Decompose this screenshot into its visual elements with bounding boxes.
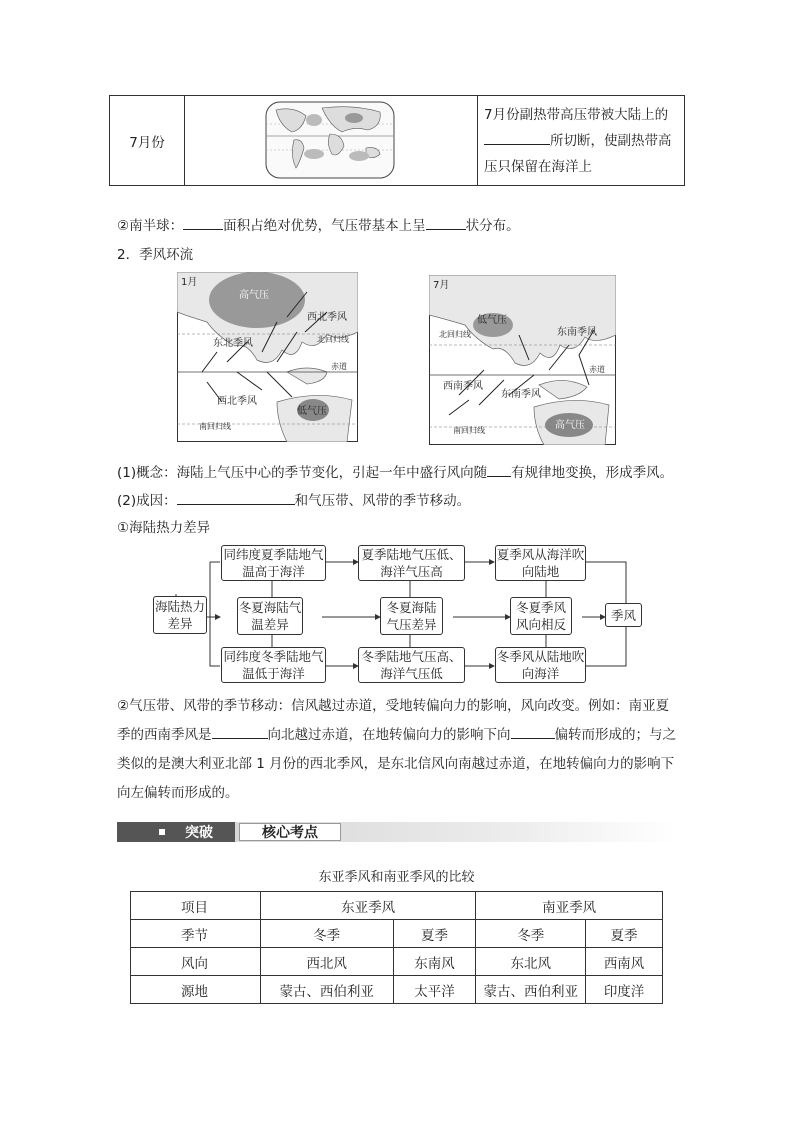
map-jan-low: 低气压 bbox=[297, 406, 327, 417]
month-cell bbox=[110, 96, 185, 185]
map-jan-tropic-s: 南回归线 bbox=[199, 422, 231, 431]
table-cell: 夏季 bbox=[393, 920, 476, 948]
sh-prefix: ②南半球： bbox=[117, 218, 184, 234]
table-row bbox=[131, 976, 663, 1004]
map-jul-se2: 东南季风 bbox=[501, 389, 541, 400]
shift-blank-1[interactable] bbox=[212, 726, 268, 739]
table-cell: 东北风 bbox=[476, 948, 586, 976]
cause-prefix: (2)成因： bbox=[117, 493, 177, 509]
concept-line bbox=[117, 461, 673, 481]
cause-line bbox=[117, 489, 470, 509]
square-bullet-icon bbox=[159, 829, 165, 835]
map-jan-ne: 东北季风 bbox=[213, 338, 253, 349]
answer-blank[interactable] bbox=[484, 132, 550, 145]
map-jul-tropic-n: 北回归线 bbox=[439, 330, 471, 339]
header-item: 项目 bbox=[131, 892, 261, 920]
flow-bot2-box: 冬季陆地气压高、海洋气压低 bbox=[358, 647, 465, 683]
thermal-title: ①海陆热力差异 bbox=[117, 520, 211, 536]
july-table bbox=[109, 95, 685, 186]
monsoon-map-july bbox=[429, 275, 616, 445]
concept-blank[interactable] bbox=[487, 464, 511, 477]
shift-blank-2[interactable] bbox=[511, 726, 555, 739]
map-jan-high: 高气压 bbox=[239, 290, 269, 301]
header-south-asia: 南亚季风 bbox=[476, 892, 663, 920]
world-pressure-map bbox=[184, 96, 477, 185]
flow-bot3-box: 冬季风从陆地吹向海洋 bbox=[496, 649, 585, 681]
table-cell: 夏季 bbox=[586, 920, 663, 948]
concept-suffix: 有规律地变换，形成季风。 bbox=[511, 465, 674, 481]
table-row bbox=[131, 948, 663, 976]
banner-right: 核心考点 bbox=[239, 823, 341, 841]
map-jan-month: 1月 bbox=[181, 277, 198, 288]
comparison-title: 东亚季风和南亚季风的比较 bbox=[318, 870, 475, 885]
cause-suffix: 和气压带、风带的季节移动。 bbox=[294, 493, 471, 509]
table-header-row bbox=[131, 892, 663, 920]
table-cell: 冬季 bbox=[476, 920, 586, 948]
table-cell: 西南风 bbox=[586, 948, 663, 976]
map-jan-tropic-n: 北回归线 bbox=[317, 335, 349, 344]
table-cell: 冬季 bbox=[260, 920, 393, 948]
shift-paragraph bbox=[117, 692, 677, 808]
flow-end-box: 季风 bbox=[605, 603, 642, 627]
description-cell bbox=[478, 96, 684, 185]
map-jan-nw2: 西北季风 bbox=[217, 396, 257, 407]
table-cell: 太平洋 bbox=[393, 976, 476, 1004]
section-banner bbox=[117, 822, 677, 842]
table-cell: 蒙古、西伯利亚 bbox=[260, 976, 393, 1004]
flow-start-box: 海陆热力差异 bbox=[153, 596, 207, 634]
map-jul-se1: 东南季风 bbox=[557, 327, 597, 338]
cause-blank[interactable] bbox=[177, 492, 295, 505]
map-jul-month: 7月 bbox=[433, 280, 450, 291]
map-jul-sw: 西南季风 bbox=[443, 381, 483, 392]
sh-blank-1[interactable] bbox=[183, 217, 223, 230]
comparison-table bbox=[130, 891, 663, 1004]
flow-mid2-box: 冬夏海陆气压差异 bbox=[380, 597, 443, 635]
world-map-cell bbox=[184, 96, 478, 185]
header-east-asia: 东亚季风 bbox=[260, 892, 476, 920]
table-cell: 西北风 bbox=[260, 948, 393, 976]
banner-left-text: 突破 bbox=[185, 825, 213, 841]
table-cell: 源地 bbox=[131, 976, 261, 1004]
sh-suffix: 状分布。 bbox=[465, 218, 520, 234]
table-cell: 季节 bbox=[131, 920, 261, 948]
flow-top1-box: 同纬度夏季陆地气温高于海洋 bbox=[221, 545, 326, 581]
map-jan-equator: 赤道 bbox=[331, 362, 347, 371]
table-cell: 风向 bbox=[131, 948, 261, 976]
desc-text-1: 7月份副热带高压带被大陆上的 bbox=[484, 107, 669, 123]
flow-mid1-box: 冬夏海陆气温差异 bbox=[237, 597, 303, 635]
map-jul-equator: 赤道 bbox=[589, 365, 605, 374]
table-cell: 东南风 bbox=[393, 948, 476, 976]
table-row bbox=[131, 920, 663, 948]
desc-text-2: 所切断，使副热带高压只保留在海洋上 bbox=[484, 133, 672, 175]
shift-text-3: 偏转而形成的；与之类似的是澳大利亚北部 1 月份的西北季风，是东北信风向南越过赤道，在地转偏向力的影响下向左偏转而形成的。 bbox=[117, 727, 676, 801]
map-jul-tropic-s: 南回归线 bbox=[453, 426, 485, 435]
flow-top2-box: 夏季陆地气压低、海洋气压高 bbox=[358, 545, 465, 581]
shift-text-2: 向北越过赤道，在地转偏向力的影响下向 bbox=[267, 727, 511, 743]
shift-text-1: ②气压带、风带的季节移动：信风越过赤道，受地转偏向力的影响，风向改变。例如：南亚夏季的西南季风是 bbox=[117, 698, 670, 743]
flow-mid3-box: 冬夏季风风向相反 bbox=[510, 597, 572, 635]
map-jul-low: 低气压 bbox=[477, 315, 507, 326]
south-hemisphere-line bbox=[117, 214, 520, 234]
section-title: 2．季风环流 bbox=[117, 247, 194, 263]
map-jan-nw1: 西北季风 bbox=[307, 312, 347, 323]
monsoon-map-january bbox=[177, 272, 358, 442]
flow-top3-box: 夏季风从海洋吹向陆地 bbox=[496, 547, 585, 579]
sh-blank-2[interactable] bbox=[426, 217, 466, 230]
flow-bot1-box: 同纬度冬季陆地气温低于海洋 bbox=[221, 647, 326, 683]
map-jul-high: 高气压 bbox=[555, 420, 585, 431]
month-label: 7月份 bbox=[129, 134, 165, 151]
sh-middle: 面积占绝对优势，气压带基本上呈 bbox=[223, 218, 426, 234]
table-cell: 蒙古、西伯利亚 bbox=[476, 976, 586, 1004]
concept-prefix: (1)概念：海陆上气压中心的季节变化，引起一年中盛行风向随 bbox=[117, 465, 488, 481]
banner-left bbox=[117, 822, 235, 842]
table-cell: 印度洋 bbox=[586, 976, 663, 1004]
